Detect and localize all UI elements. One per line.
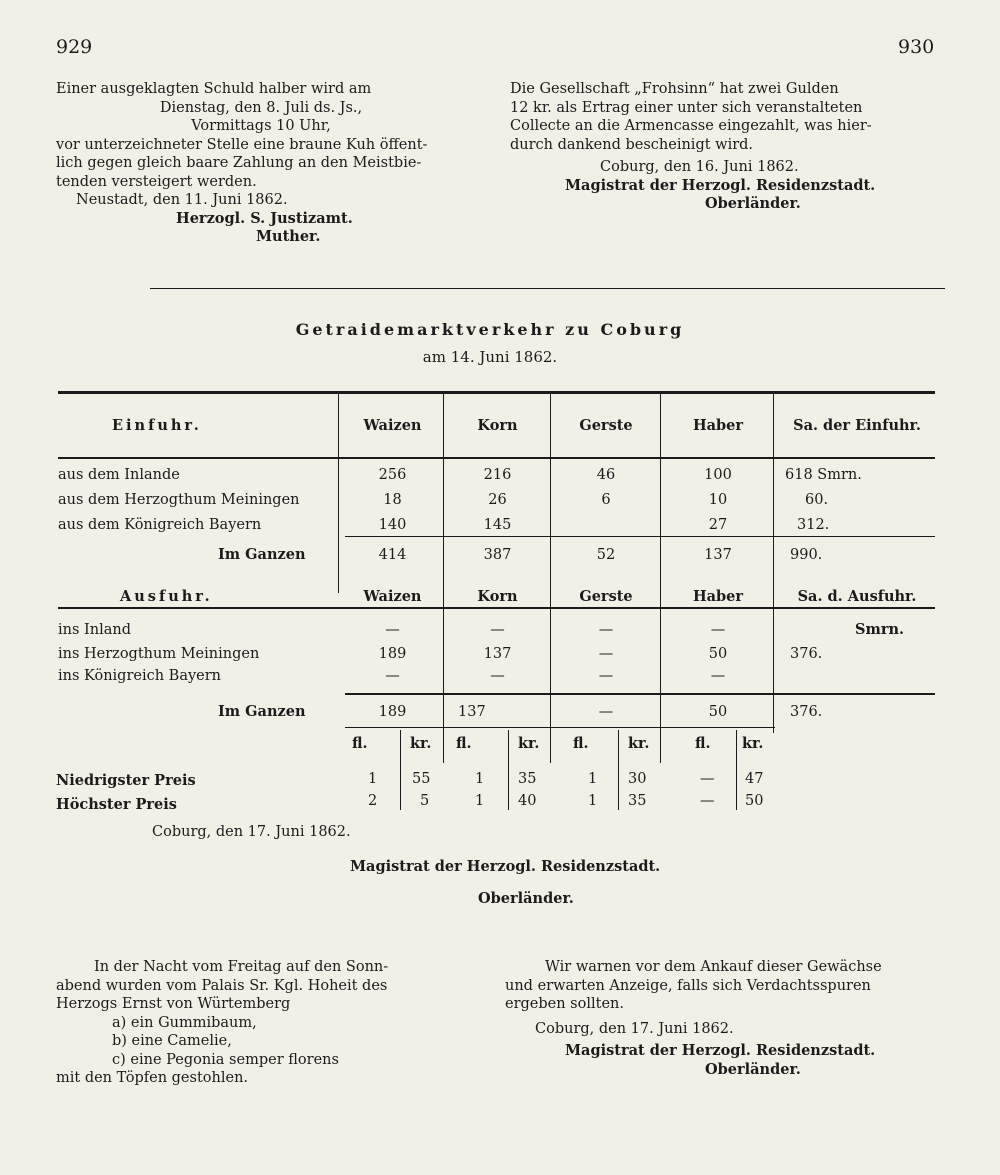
cell-value: —: [710, 622, 726, 638]
price-value: 40: [518, 793, 537, 809]
cell-value: 27: [708, 517, 728, 533]
cell-value: 10: [708, 492, 728, 508]
place-date: Neustadt, den 11. Juni 1862.: [76, 192, 288, 208]
subcol-rule: [618, 730, 619, 810]
unit-fl: fl.: [352, 735, 368, 752]
market-place-date: Coburg, den 17. Juni 1862.: [152, 824, 351, 840]
separator-rule: [150, 288, 945, 289]
notice-line: 12 kr. als Ertrag einer unter sich veranstalteten: [510, 99, 863, 116]
cell-value: 137: [483, 646, 512, 662]
subcol-rule: [400, 730, 401, 810]
price-value: 35: [518, 771, 537, 787]
authority: Magistrat der Herzogl. Residenzstadt.: [565, 176, 876, 194]
authority: Magistrat der Herzogl. Residenzstadt.: [565, 1042, 876, 1059]
cell-total: 414: [378, 547, 407, 563]
cell-total: —: [598, 704, 614, 720]
cell-value: —: [598, 622, 614, 638]
notice-line: lich gegen gleich baare Zahlung an den Meistbie-: [56, 155, 422, 171]
notice-line: Herzogs Ernst von Würtemberg: [56, 996, 291, 1012]
notice-line: durch dankend bescheinigt wird.: [510, 136, 754, 153]
cell-value: 6: [601, 492, 611, 508]
cell-value: 26: [488, 492, 507, 508]
signer: Muther.: [256, 228, 321, 245]
notice-line: tenden versteigert werden.: [56, 173, 257, 190]
notice-cow-auction: [56, 80, 466, 247]
cell-value: 60.: [805, 492, 829, 508]
stolen-item: c) eine Pegonia semper florens: [112, 1051, 339, 1068]
unit-fl: fl.: [456, 735, 472, 752]
price-value: 1: [588, 793, 598, 809]
place-date: Coburg, den 16. Juni 1862.: [600, 159, 799, 175]
price-value: 2: [368, 793, 378, 809]
cell-value: 256: [378, 467, 407, 483]
unit-kr: kr.: [518, 735, 540, 752]
notice-line: mit den Töpfen gestohlen.: [56, 1070, 249, 1086]
page-number-left: 929: [56, 36, 93, 58]
cell-value: —: [490, 622, 505, 638]
col-rule: [660, 393, 661, 763]
cell-value: —: [710, 668, 726, 684]
market-date: am 14. Juni 1862.: [422, 348, 558, 366]
export-header-rule: [58, 607, 935, 609]
notice-line: und erwarten Anzeige, falls sich Verdachtsspuren: [505, 977, 871, 994]
cell-value: 312.: [797, 517, 830, 533]
notice-line: Vormittags 10 Uhr,: [191, 118, 331, 134]
stolen-item: a) ein Gummibaum,: [112, 1014, 257, 1031]
notice-line: Collecte an die Armencasse eingezahlt, was hier-: [510, 118, 872, 134]
col-header-sum: Sa. der Einfuhr.: [793, 417, 921, 434]
table-top-rule: [58, 391, 935, 394]
price-label-low: Niedrigster Preis: [56, 772, 196, 789]
price-value: 30: [628, 771, 647, 787]
table-header-rule: [58, 457, 935, 459]
row-label: ins Königreich Bayern: [58, 668, 222, 684]
cell-value: 50: [708, 646, 728, 662]
notice-line: Einer ausgeklagten Schuld halber wird am: [56, 81, 372, 97]
col-header-gerste: Gerste: [579, 588, 633, 605]
col-header-korn: Korn: [477, 417, 518, 434]
cell-total: 52: [596, 547, 616, 563]
signer: Oberländer.: [705, 1060, 801, 1078]
subcol-rule: [508, 730, 509, 810]
cell-value: 189: [378, 646, 407, 662]
col-rule: [338, 393, 339, 593]
unit-kr: kr.: [628, 735, 650, 752]
col-header-gerste: Gerste: [579, 417, 633, 434]
price-value: 1: [368, 771, 378, 787]
row-label: aus dem Königreich Bayern: [58, 517, 262, 533]
export-header-label: Ausfuhr.: [120, 588, 213, 605]
cell-value: —: [598, 668, 614, 684]
market-title: Getraidemarktverkehr zu Coburg: [295, 320, 685, 339]
cell-value: 100: [704, 467, 732, 483]
export-total-label: Im Ganzen: [218, 703, 306, 720]
cell-value: 618 Smrn.: [785, 467, 862, 483]
cell-value: —: [385, 622, 400, 638]
cell-total: 376.: [790, 704, 823, 720]
price-value: 1: [475, 771, 485, 787]
unit-kr: kr.: [410, 735, 432, 752]
price-unit-rule: [345, 727, 775, 728]
price-label-high: Höchster Preis: [56, 796, 177, 813]
row-label: ins Inland: [58, 622, 131, 638]
col-header-haber: Haber: [692, 588, 744, 605]
notice-theft: [56, 958, 476, 1088]
unit-kr: kr.: [742, 735, 764, 752]
cell-total: 137: [458, 704, 486, 720]
notice-line: abend wurden vom Palais Sr. Kgl. Hoheit des: [56, 977, 388, 994]
col-rule: [773, 393, 774, 733]
subcol-rule: [736, 730, 737, 810]
market-authority: Magistrat der Herzogl. Residenzstadt.: [350, 858, 661, 875]
cell-value: —: [598, 646, 614, 662]
price-value: 47: [745, 771, 764, 787]
unit-fl: fl.: [573, 735, 589, 752]
row-label: aus dem Inlande: [58, 467, 180, 483]
cell-total: 189: [378, 704, 407, 720]
authority: Herzogl. S. Justizamt.: [176, 209, 353, 227]
col-header-waizen: Waizen: [363, 588, 422, 605]
notice-line: Die Gesellschaft „Frohsinn“ hat zwei Gulden: [510, 81, 839, 97]
col-header-sum: Sa. d. Ausfuhr.: [797, 588, 917, 605]
price-value: —: [700, 793, 715, 809]
notice-line: ergeben sollten.: [505, 996, 624, 1012]
notice-line: Dienstag, den 8. Juli ds. Js.,: [159, 99, 363, 116]
place-date: Coburg, den 17. Juni 1862.: [535, 1020, 734, 1037]
signer: Oberländer.: [705, 195, 801, 212]
price-value: 1: [475, 793, 485, 809]
notice-line: vor unterzeichneter Stelle eine braune Kuh öffent-: [56, 136, 428, 153]
cell-value: 145: [483, 517, 512, 533]
cell-total: 387: [483, 547, 512, 563]
cell-value: —: [490, 668, 505, 684]
price-value: —: [700, 771, 715, 787]
col-rule: [443, 393, 444, 763]
market-signer: Oberländer.: [478, 890, 574, 907]
notice-line: In der Nacht vom Freitag auf den Sonn-: [94, 959, 389, 975]
cell-value: 140: [378, 517, 407, 533]
price-value: 50: [745, 793, 764, 809]
notice-warning: [505, 958, 945, 1079]
cell-value: 46: [596, 467, 616, 483]
import-sum-rule: [345, 536, 935, 537]
notice-frohsinn: [510, 80, 940, 214]
price-value: 1: [588, 771, 598, 787]
col-header-waizen: Waizen: [363, 417, 422, 434]
cell-value: 376.: [790, 646, 823, 662]
import-header-label: Einfuhr.: [112, 417, 202, 434]
notice-line: Wir warnen vor dem Ankauf dieser Gewächse: [545, 959, 882, 975]
export-unit: Smrn.: [855, 621, 905, 638]
page-number-right: 930: [898, 36, 935, 58]
cell-value: 216: [483, 467, 512, 483]
row-label: ins Herzogthum Meiningen: [58, 646, 260, 662]
cell-total: 50: [708, 704, 728, 720]
cell-total: 990.: [790, 547, 823, 563]
stolen-item: b) eine Camelie,: [112, 1033, 232, 1049]
unit-fl: fl.: [695, 735, 711, 752]
cell-value: 18: [383, 492, 402, 508]
price-value: 5: [420, 793, 430, 809]
col-header-korn: Korn: [477, 588, 518, 605]
import-total-label: Im Ganzen: [218, 546, 306, 563]
price-value: 35: [628, 793, 647, 809]
price-value: 55: [412, 771, 431, 787]
cell-total: 137: [704, 547, 732, 563]
row-label: aus dem Herzogthum Meiningen: [58, 492, 300, 508]
cell-value: —: [385, 668, 400, 684]
col-rule: [550, 393, 551, 763]
col-header-haber: Haber: [692, 417, 744, 434]
export-sum-rule: [345, 693, 935, 695]
